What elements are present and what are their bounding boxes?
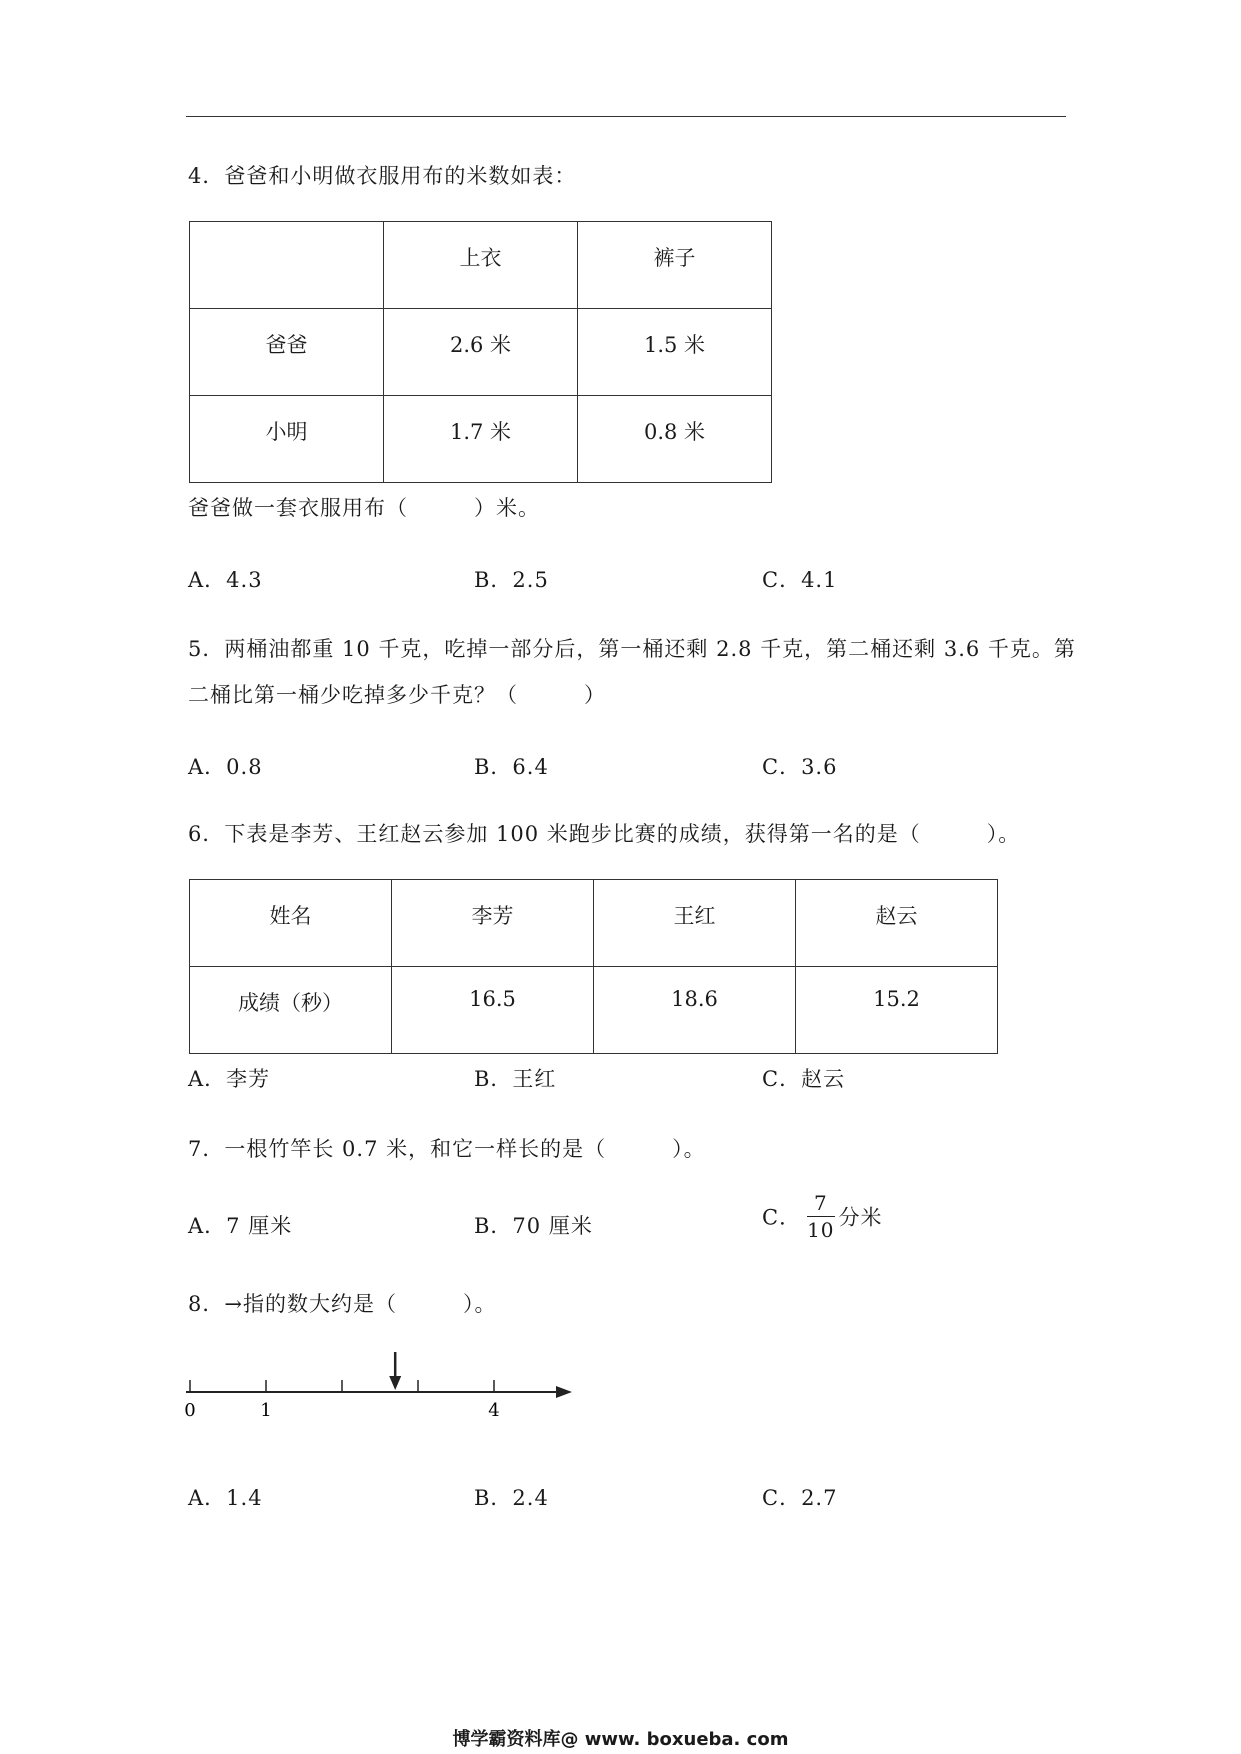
table-cell: 1.7 米 — [384, 396, 578, 483]
fraction — [807, 1192, 834, 1241]
q6-option-c[interactable]: C．赵云 — [762, 1067, 846, 1091]
pointer-arrow-head — [389, 1376, 401, 1390]
table-cell — [190, 222, 384, 309]
q4-question: 爸爸做一套衣服用布（ ）米。 — [188, 496, 540, 520]
table-cell: 小明 — [190, 396, 384, 483]
table-cell: 2.6 米 — [384, 309, 578, 396]
q5-option-a[interactable]: A．0.8 — [188, 755, 263, 779]
table-cell: 1.5 米 — [578, 309, 772, 396]
q8-option-a[interactable]: A．1.4 — [188, 1486, 263, 1510]
q7-option-c[interactable] — [762, 1192, 883, 1241]
q5-stem-line2: 二桶比第一桶少吃掉多少千克？（ ） — [188, 683, 606, 707]
q5-option-b[interactable]: B．6.4 — [474, 755, 549, 779]
q4-option-b[interactable]: B．2.5 — [474, 568, 549, 592]
header-rule — [186, 116, 1066, 117]
fraction-denominator: 10 — [807, 1218, 835, 1242]
q6-option-a[interactable]: A．李芳 — [188, 1067, 271, 1091]
q8-stem: 8．→指的数大约是（ ）。 — [188, 1292, 497, 1316]
q4-option-a[interactable]: A．4.3 — [188, 568, 263, 592]
table-cell: 李芳 — [392, 880, 594, 967]
q7-stem: 7．一根竹竿长 0.7 米，和它一样长的是（ ）。 — [188, 1137, 706, 1161]
q8-option-b[interactable]: B．2.4 — [474, 1486, 549, 1510]
q4-table — [189, 221, 772, 483]
number-line-label: 0 — [184, 1400, 196, 1421]
table-cell: 裤子 — [578, 222, 772, 309]
q6-stem: 6．下表是李芳、王红赵云参加 100 米跑步比赛的成绩，获得第一名的是（ ）。 — [188, 822, 1021, 846]
q6-option-b[interactable]: B．王红 — [474, 1067, 557, 1091]
table-row — [190, 967, 998, 1054]
number-line-arrowhead — [556, 1386, 572, 1398]
table-cell: 姓名 — [190, 880, 392, 967]
q5-option-c[interactable]: C．3.6 — [762, 755, 838, 779]
table-cell: 王红 — [594, 880, 796, 967]
table-row — [190, 222, 772, 309]
q8-option-c[interactable]: C．2.7 — [762, 1486, 838, 1510]
table-cell: 上衣 — [384, 222, 578, 309]
footer-watermark: 博学霸资料库@ www. boxueba. com — [452, 1729, 789, 1750]
q6-table — [189, 879, 998, 1054]
q7-option-a[interactable]: A．7 厘米 — [188, 1214, 293, 1238]
number-line — [186, 1350, 586, 1430]
fraction-numerator: 7 — [807, 1192, 834, 1217]
number-line-label: 4 — [488, 1400, 500, 1421]
number-line-label: 1 — [260, 1400, 272, 1421]
table-cell: 成绩（秒） — [190, 967, 392, 1054]
q4-option-c[interactable]: C．4.1 — [762, 568, 838, 592]
table-cell: 18.6 — [594, 967, 796, 1054]
q5-stem-line1: 5．两桶油都重 10 千克，吃掉一部分后，第一桶还剩 2.8 千克，第二桶还剩 3.6 千克。第 — [188, 637, 1076, 661]
table-cell: 爸爸 — [190, 309, 384, 396]
table-row — [190, 309, 772, 396]
table-row — [190, 880, 998, 967]
q7-option-c-unit: 分米 — [838, 1205, 883, 1230]
q4-stem: 4．爸爸和小明做衣服用布的米数如表： — [188, 164, 577, 188]
table-cell: 15.2 — [796, 967, 998, 1054]
q7-option-c-prefix: C． — [762, 1205, 802, 1230]
table-row — [190, 396, 772, 483]
table-cell: 0.8 米 — [578, 396, 772, 483]
table-cell: 16.5 — [392, 967, 594, 1054]
table-cell: 赵云 — [796, 880, 998, 967]
q7-option-b[interactable]: B．70 厘米 — [474, 1214, 593, 1238]
